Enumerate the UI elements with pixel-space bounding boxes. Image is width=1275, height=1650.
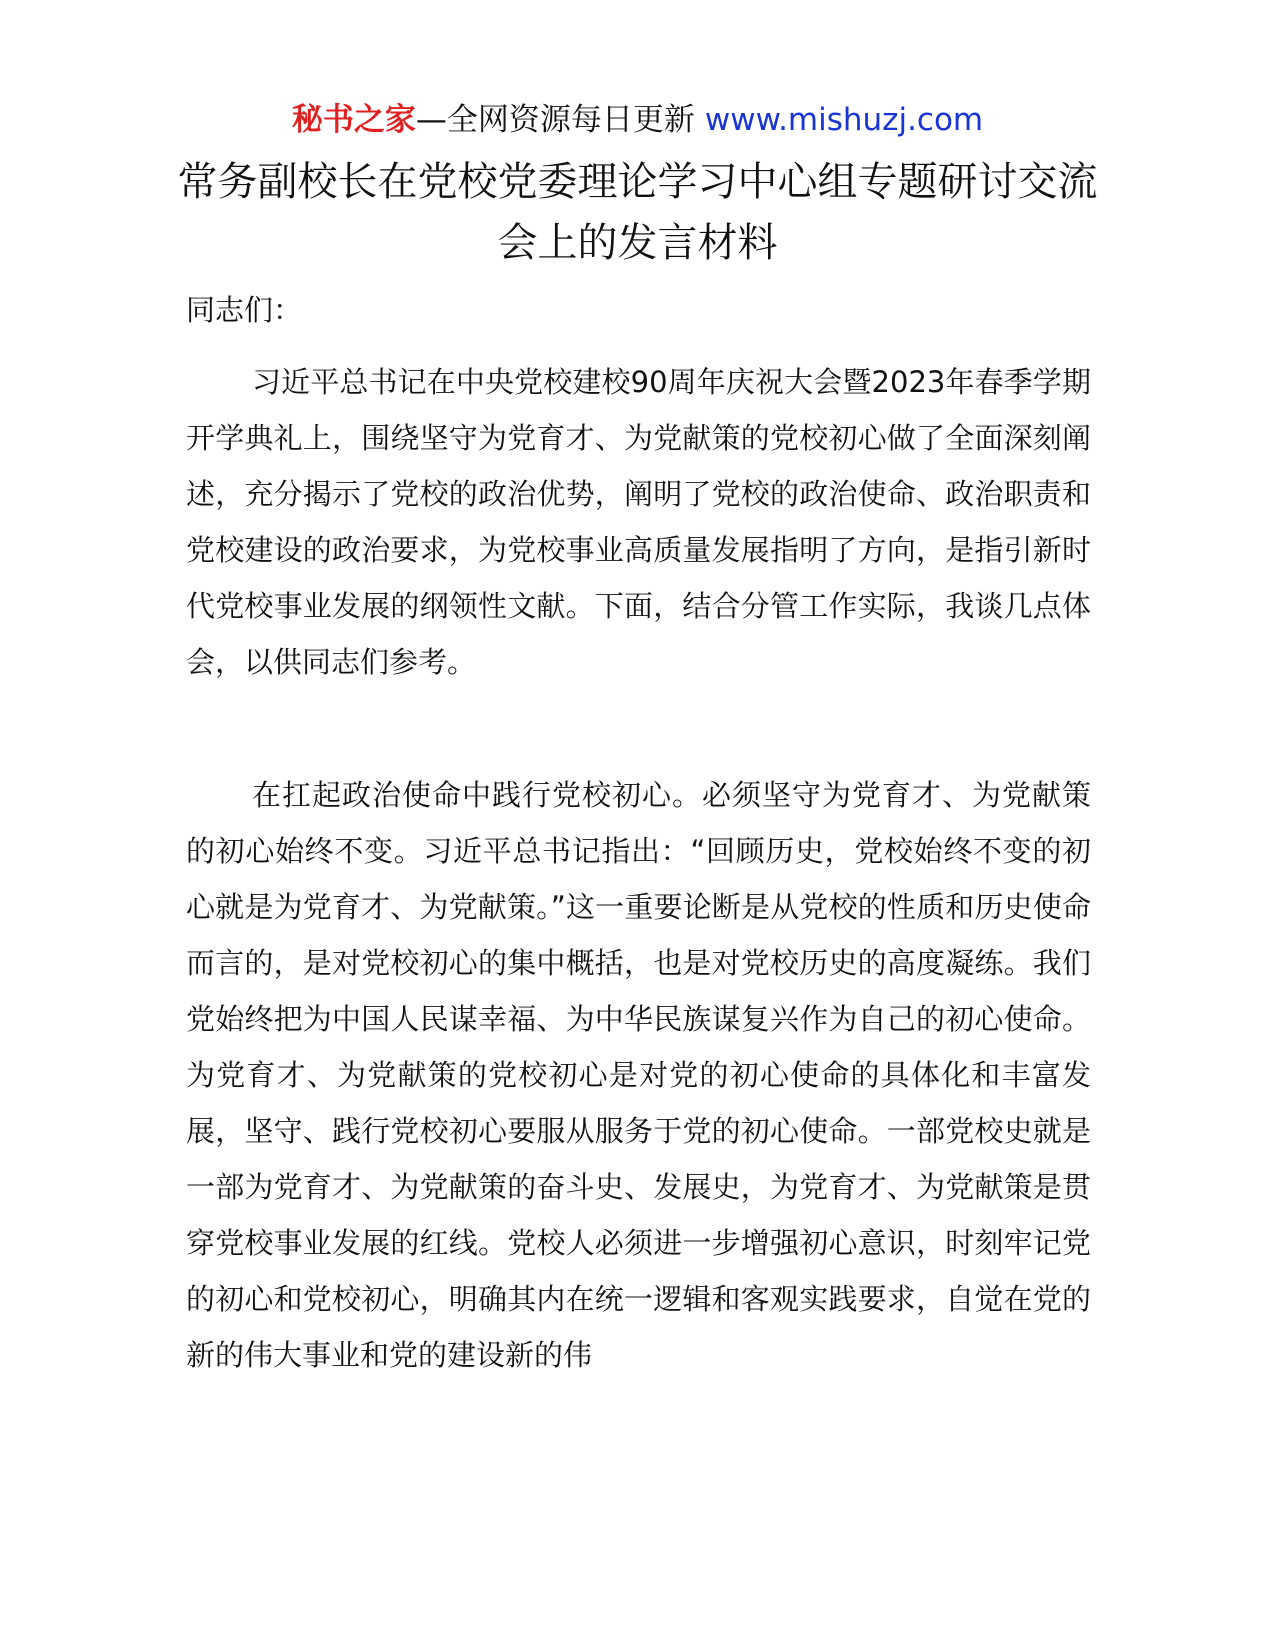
brand-name: 秘书之家 xyxy=(291,102,416,138)
salutation: 同志们： xyxy=(186,293,303,327)
header-tagline: —全网资源每日更新 xyxy=(415,102,695,138)
document-title: 常务副校长在党校党委理论学习中心组专题研讨交流会上的发言材料 xyxy=(177,159,1098,266)
site-url-link[interactable]: www.mishuzj.com xyxy=(704,102,984,138)
body-paragraph-1: 习近平总书记在中央党校建校90周年庆祝大会暨2023年春季学期开学典礼上，围绕坚守为党育才、为党献策的党校初心做了全面深刻阐述，充分揭示了党校的政治优势，阐明了党校的政治使命、政治职责和党校建设的政治要求，为党校事业高质量发展指明了方向，是指引新时代党校事业发展的纲领性文献。下面，结合分管工作实际，我谈几点体会，以供同志们参考。 xyxy=(186,365,1091,679)
body-paragraph-2: 在扛起政治使命中践行党校初心。必须坚守为党育才、为党献策的初心始终不变。习近平总书记指出：“回顾历史，党校始终不变的初心就是为党育才、为党献策。”这一重要论断是从党校的性质和历史使命而言的，是对党校初心的集中概括，也是对党校历史的高度凝练。我们党始终把为中国人民谋幸福、为中华民族谋复兴作为自己的初心使命。为党育才、为党献策的党校初心是对党的初心使命的具体化和丰富发展，坚守、践行党校初心要服从服务于党的初心使命。一部党校史就是一部为党育才、为党献策的奋斗史、发展史，为党育才、为党献策是贯穿党校事业发展的红线。党校人必须进一步增强初心意识，时刻牢记党的初心和党校初心，明确其内在统一逻辑和客观实践要求，自觉在党的新的伟大事业和党的建设新的伟 xyxy=(186,778,1091,1372)
watermark-header xyxy=(0,100,1275,140)
